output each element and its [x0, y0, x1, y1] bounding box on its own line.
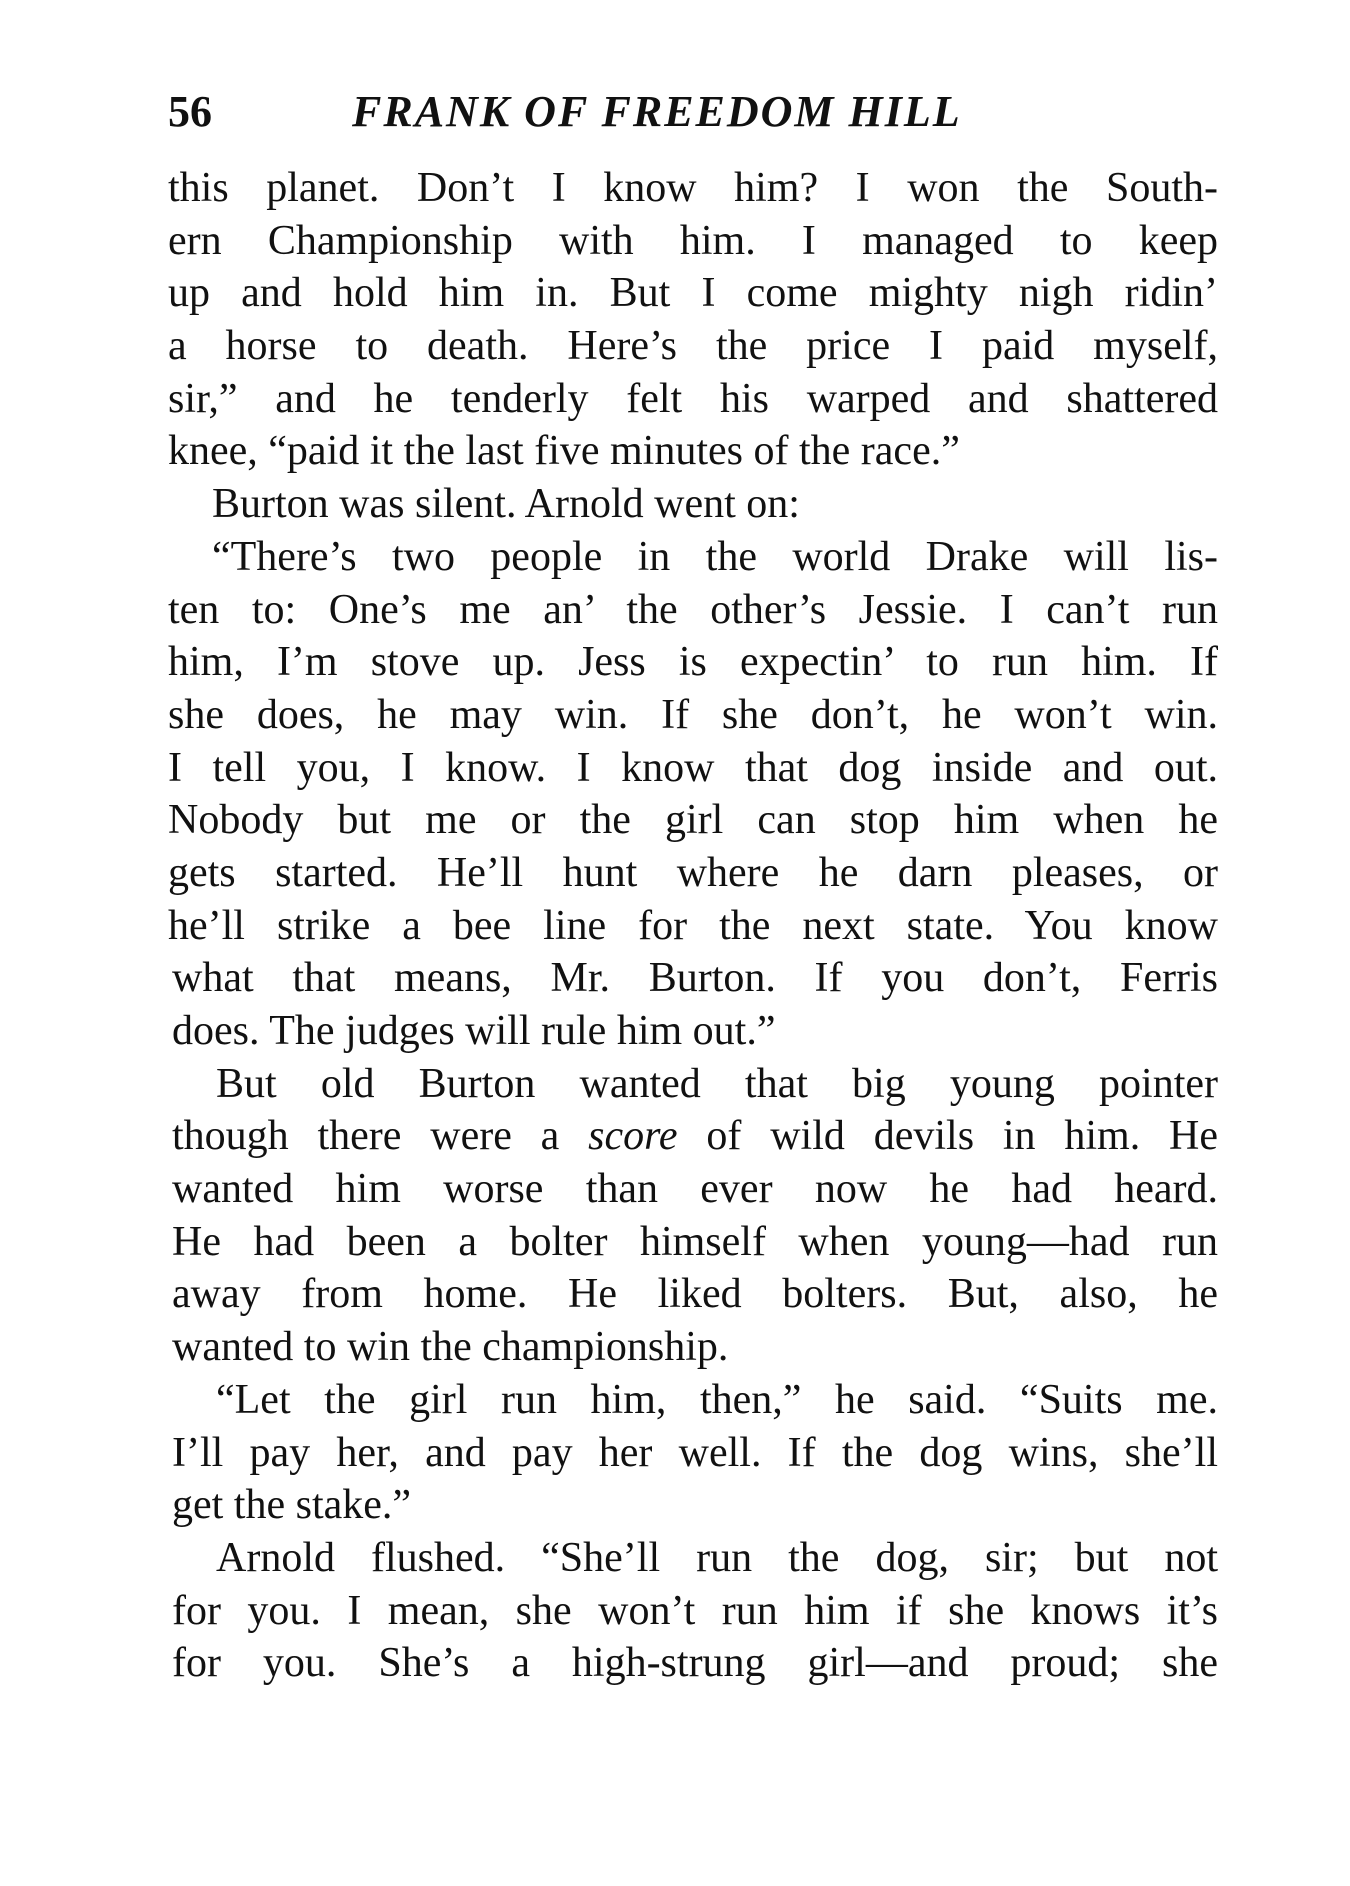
text-line: wanted him worse than ever now he had heard.	[172, 1166, 1218, 1213]
text-line: Nobody but me or the girl can stop him when he	[168, 797, 1218, 844]
text-line: get the stake.”	[172, 1482, 412, 1529]
text-line: does. The judges will rule him out.”	[172, 1008, 776, 1054]
text-line: a horse to death. Here’s the price I paid myself,	[168, 323, 1218, 370]
text-line: gets started. He’ll hunt where he darn pleases, or	[168, 849, 1218, 896]
text-line: I tell you, I know. I know that dog inside and out.	[168, 744, 1218, 791]
book-title: FRANK OF FREEDOM HILL	[352, 87, 962, 136]
text-segment: though there were a	[172, 1113, 589, 1160]
page-number: 56	[168, 87, 212, 136]
text-line: she does, he may win. If she don’t, he won’t win.	[168, 691, 1218, 738]
text-line: sir,” and he tenderly felt his warped and shattered	[168, 375, 1218, 422]
text-line: Arnold flushed. “She’ll run the dog, sir; but not	[216, 1534, 1218, 1581]
text-line: “Let the girl run him, then,” he said. “Suits me.	[216, 1376, 1218, 1423]
text-line	[172, 1110, 1218, 1163]
text-line: away from home. He liked bolters. But, also, he	[172, 1271, 1218, 1318]
text-line: He had been a bolter himself when young—had run	[172, 1218, 1218, 1265]
text-line: this planet. Don’t I know him? I won the South-	[168, 165, 1218, 211]
italic-text: score	[588, 1113, 678, 1160]
body-text	[168, 162, 1218, 1690]
text-segment: of wild devils in him. He	[677, 1113, 1218, 1160]
text-line: for you. I mean, she won’t run him if she knows it’s	[172, 1587, 1218, 1634]
text-line: up and hold him in. But I come mighty nigh ridin’	[168, 270, 1218, 317]
text-line: him, I’m stove up. Jess is expectin’ to run him. If	[168, 639, 1218, 686]
text-line: wanted to win the championship.	[172, 1324, 729, 1371]
text-line: But old Burton wanted that big young pointer	[216, 1060, 1218, 1107]
text-line: what that means, Mr. Burton. If you don’t, Ferris	[172, 955, 1218, 1002]
text-line: Burton was silent. Arnold went on:	[212, 481, 800, 528]
running-head	[168, 82, 1218, 142]
text-line: I’ll pay her, and pay her well. If the dog wins, she’ll	[172, 1429, 1218, 1476]
text-line: knee, “paid it the last five minutes of the race.”	[168, 428, 960, 475]
text-line: for you. She’s a high-strung girl—and proud; she	[172, 1640, 1218, 1687]
text-line: “There’s two people in the world Drake will lis-	[212, 533, 1218, 580]
text-line: ten to: One’s me an’ the other’s Jessie. I can’t run	[168, 586, 1218, 633]
text-line: he’ll strike a bee line for the next state. You know	[168, 902, 1218, 949]
text-line: ern Championship with him. I managed to keep	[168, 217, 1218, 264]
